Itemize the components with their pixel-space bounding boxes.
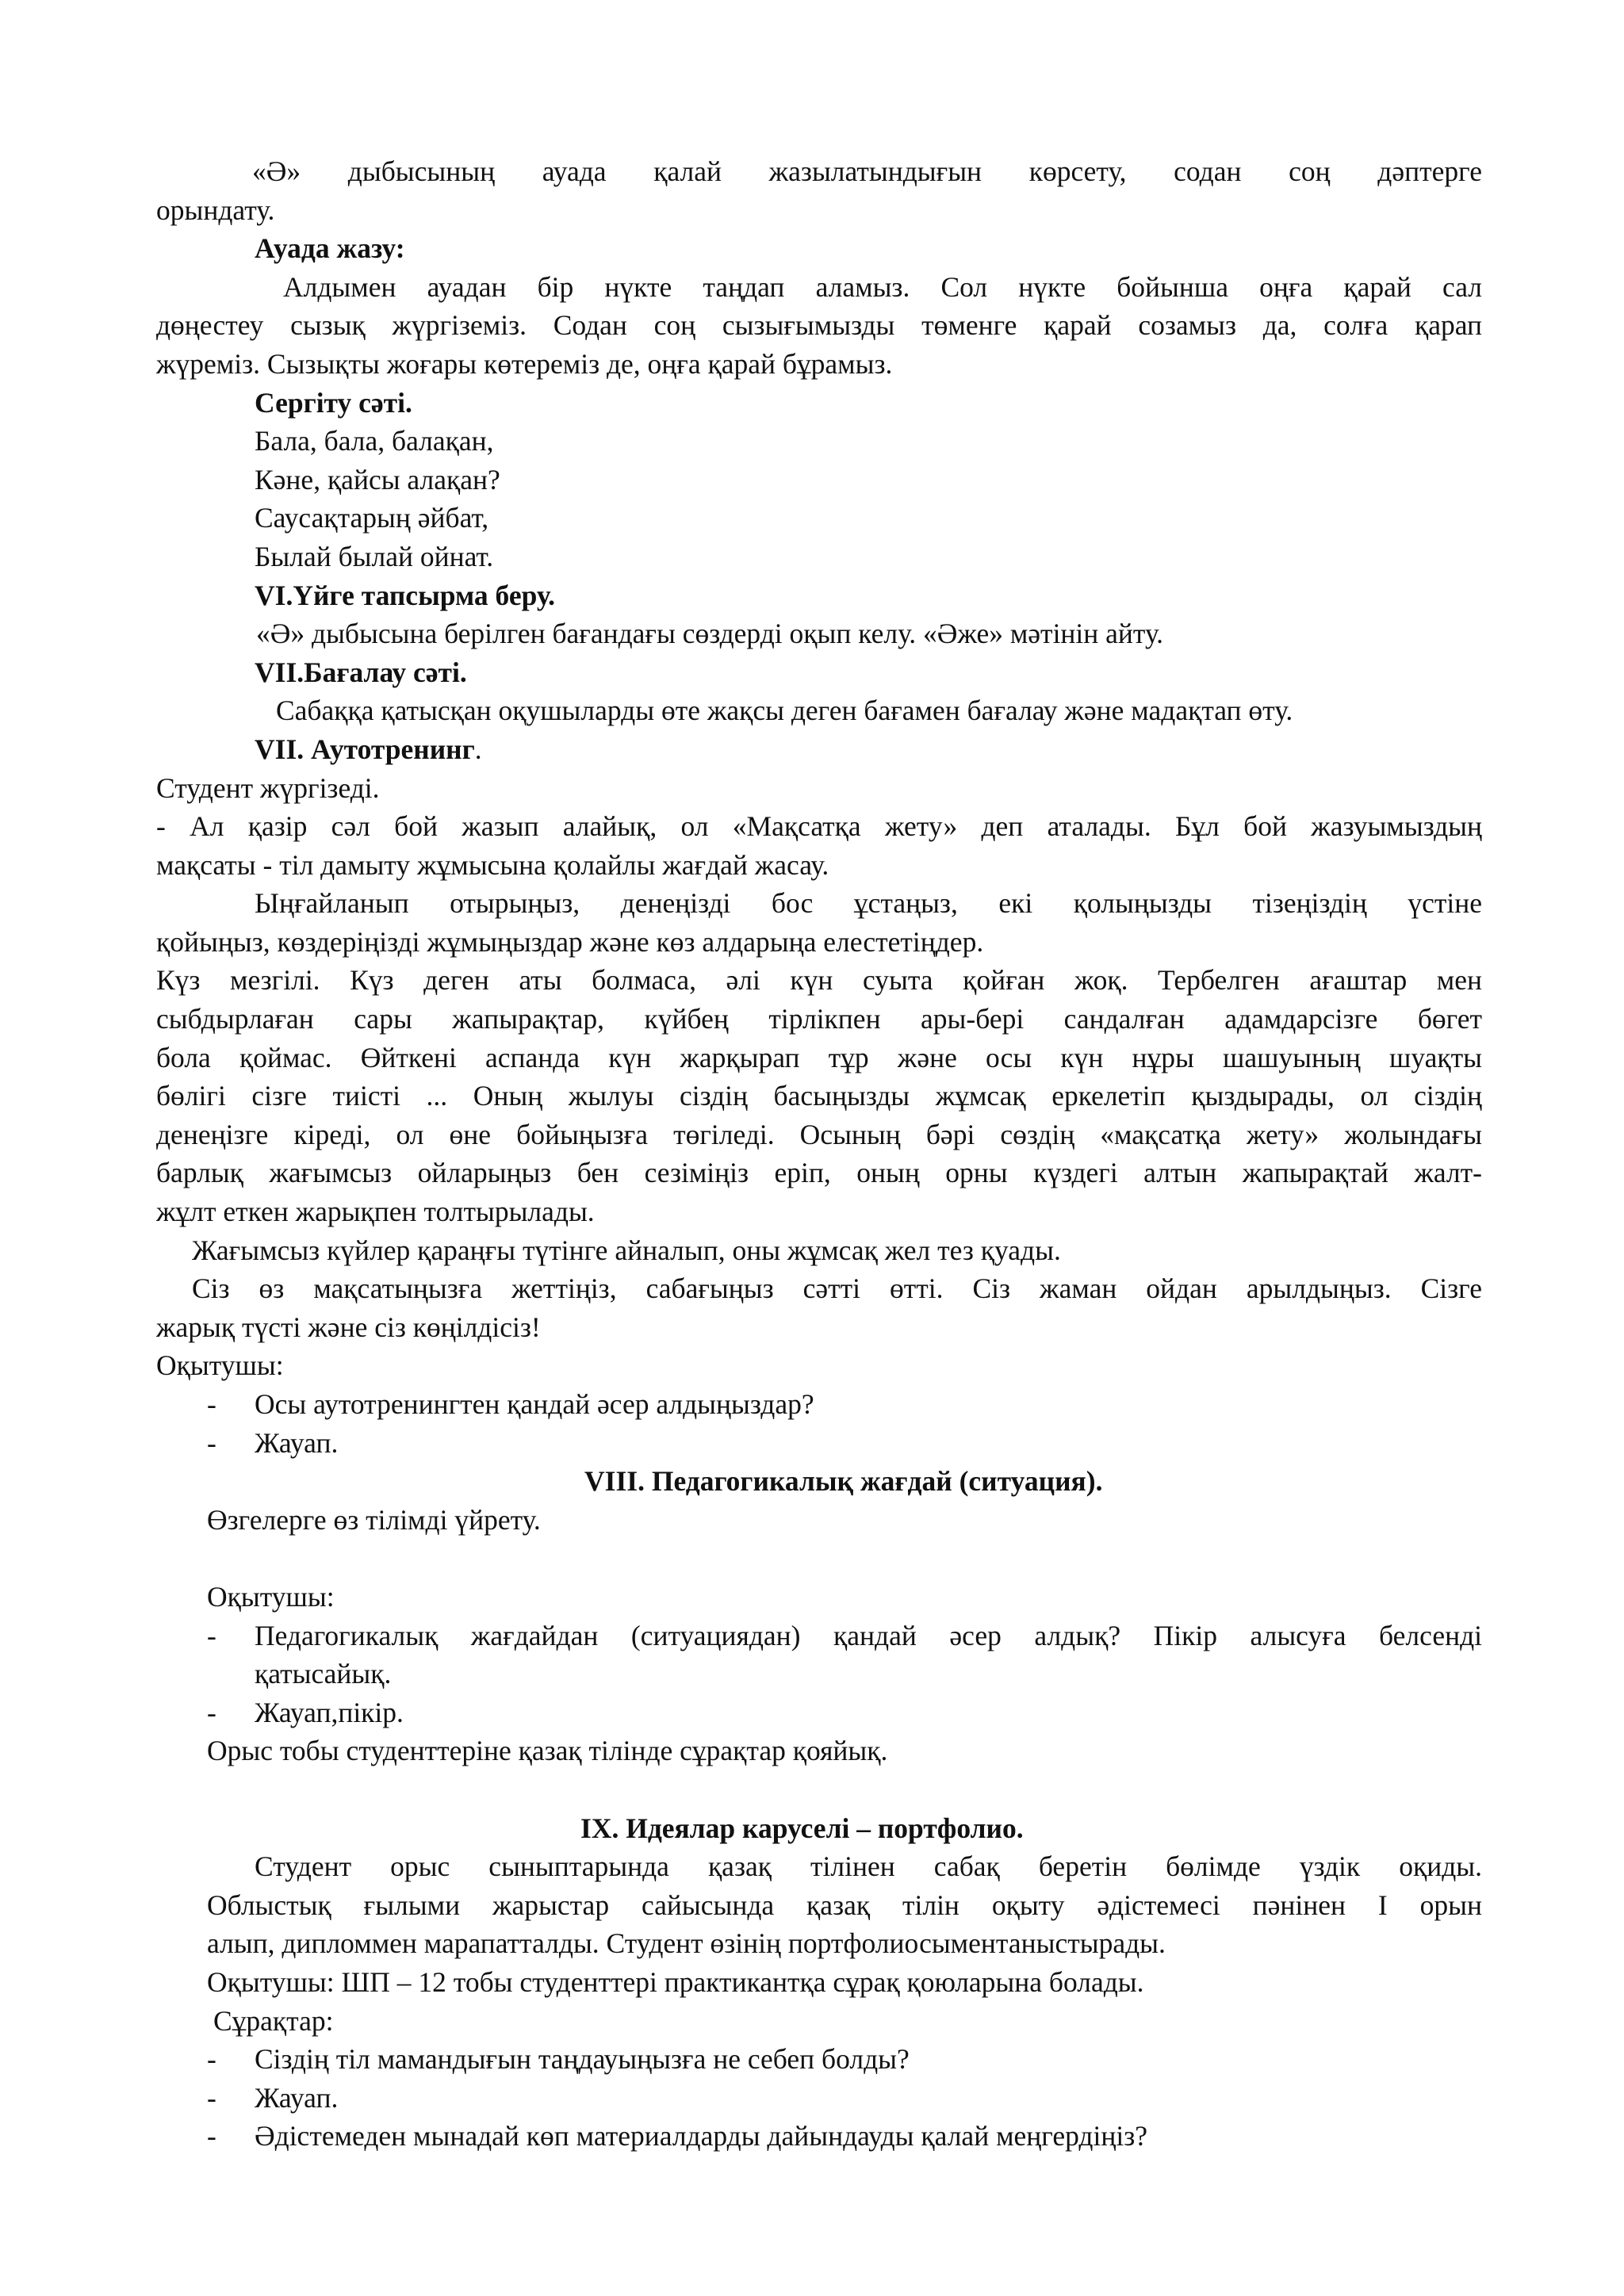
paragraph-line: барлық жағымсыз ойларыңыз бен сезіміңіз еріп, оның орны күздегі алтын жапырақтай жалт- <box>156 1157 1482 1189</box>
list-dash: - <box>207 1619 216 1651</box>
list-item <box>156 1617 1482 1655</box>
paragraph-line: жарық түсті және сіз көңілдісіз! <box>156 1311 541 1343</box>
paragraph-line: қойыңыз, көздеріңізді жұмыңыздар және көз алдарыңа елестетіңдер. <box>156 925 984 958</box>
paragraph-line: Орыс тобы студенттеріне қазақ тілінде сұрақтар қояйық. <box>207 1735 888 1767</box>
speaker-label: Оқытушы: <box>207 1580 335 1613</box>
list-dash: - <box>207 1696 216 1728</box>
blank-line <box>156 1770 1482 1809</box>
paragraph-line: сыбдырлаған сары жапырақтар, күйбең тірлікпен ары-бері сандалған адамдарсізге бөгет <box>156 1003 1482 1035</box>
paragraph-line: «Ә» дыбысының ауада қалай жазылатындығын көрсету, содан соң дәптерге <box>252 155 1482 187</box>
section-heading: VII.Бағалау сәті. <box>255 656 467 688</box>
list-dash: - <box>207 2120 216 2152</box>
paragraph-line: бола қоймас. Өйткені аспанда күн жарқырап тұр және осы күн нұры шашуының шуақты <box>156 1041 1482 1073</box>
poem-line: Бала, бала, балақан, <box>255 425 494 457</box>
list-dash: - <box>207 2081 216 2114</box>
blank-line <box>156 1539 1482 1578</box>
list-item <box>156 1693 1482 1732</box>
section-heading: IX. Идеялар каруселі – портфолио. <box>580 1812 1024 1844</box>
paragraph-line: Алдымен ауадан бір нүкте таңдап аламыз. Сол нүкте бойынша оңға қарай сал <box>283 270 1482 303</box>
paragraph-line: жұлт еткен жарықпен толтырылады. <box>156 1196 595 1228</box>
list-item <box>156 2079 1482 2118</box>
section-heading: VI.Үйге тапсырма беру. <box>255 579 555 611</box>
paragraph-line: Өзгелерге өз тілімді үйрету. <box>207 1503 541 1536</box>
paragraph-line: - Ал қазір сәл бой жазып алайық, ол «Мақсатқа жету» деп аталады. Бұл бой жазуымыздың <box>156 810 1482 843</box>
paragraph-line: Жағымсыз күйлер қараңғы түтінге айналып, оны жұмсақ жел тез қуады. <box>192 1234 1061 1266</box>
list-item <box>156 1424 1482 1463</box>
section-heading: VIII. Педагогикалық жағдай (ситуация). <box>584 1465 1103 1498</box>
list-item-continuation: қатысайық. <box>255 1658 392 1690</box>
paragraph-line: денеңізге кіреді, ол өне бойыңызға төгіледі. Осының бәрі сөздің «мақсатқа жету» жолындағы <box>156 1118 1482 1150</box>
paragraph-line: орындату. <box>156 193 275 226</box>
section-heading: VII. Аутотренинг <box>255 733 475 765</box>
list-item-text: Сіздің тіл мамандығын таңдауыңызға не себеп болды? <box>255 2043 910 2076</box>
paragraph-line: Студент орыс сыныптарында қазақ тілінен сабақ беретін бөлімде үздік оқиды. <box>255 1850 1482 1883</box>
list-item-text: Осы аутотренингтен қандай әсер алдыңыздар? <box>255 1388 814 1420</box>
speaker-label: Оқытушы: <box>156 1349 284 1382</box>
list-dash: - <box>207 2043 216 2076</box>
paragraph-line: Студент жүргізеді. <box>156 771 380 804</box>
list-dash: - <box>207 1426 216 1459</box>
paragraph-line: Облыстық ғылыми жарыстар сайысында қазақ тілін оқыту әдістемесі пәнінен І орын <box>207 1888 1482 1921</box>
list-item <box>156 1385 1482 1424</box>
paragraph-line: бөлігі сізге тиісті ... Оның жылуы сіздің басыңызды жұмсақ еркелетіп қыздырады, ол сіздің <box>156 1080 1482 1112</box>
list-item-text: Әдістемеден мынадай көп материалдарды дайындауды қалай меңгердіңіз? <box>255 2120 1147 2152</box>
list-item-text: Жауап. <box>255 1426 339 1459</box>
speaker-label: Сұрақтар: <box>213 2004 334 2037</box>
document-page <box>156 152 1482 2156</box>
poem-line: Кәне, қайсы алақан? <box>255 463 500 496</box>
heading-period: . <box>474 733 482 765</box>
poem-line: Саусақтарың әйбат, <box>255 502 489 534</box>
list-item <box>156 2117 1482 2156</box>
list-item <box>156 2040 1482 2079</box>
paragraph-line: Сабаққа қатысқан оқушыларды өте жақсы деген бағамен бағалау және мадақтап өту. <box>276 695 1293 727</box>
list-item-text: Педагогикалық жағдайдан (ситуациядан) қандай әсер алдық? Пікір алысуға белсенді <box>255 1619 1482 1651</box>
poem-line: Былай былай ойнат. <box>255 540 494 572</box>
list-item-text: Жауап,пікір. <box>255 1696 404 1728</box>
paragraph-line: Сіз өз мақсатыңызға жеттіңіз, сабағыңыз сәтті өтті. Сіз жаман ойдан арылдыңыз. Сізге <box>192 1272 1482 1305</box>
section-heading: Ауада жазу: <box>255 232 405 265</box>
section-heading-row <box>156 730 1482 769</box>
paragraph-line: Ыңғайланып отырыңыз, денеңізді бос ұстаңыз, екі қолыңызды тізеңіздің үстіне <box>255 887 1482 920</box>
list-item-text: Жауап. <box>255 2081 339 2114</box>
paragraph-line: жүреміз. Сызықты жоғары көтереміз де, оңға қарай бұрамыз. <box>156 347 893 380</box>
paragraph-line: алып, дипломмен марапатталды. Студент өзінің портфолиосыментаныстырады. <box>207 1927 1166 1960</box>
paragraph-line: Оқытушы: ШП – 12 тобы студенттері практикантқа сұрақ қоюларына болады. <box>207 1965 1144 1998</box>
list-dash: - <box>207 1388 216 1420</box>
paragraph-line: Күз мезгілі. Күз деген аты болмаса, әлі күн суыта қойған жоқ. Тербелген ағаштар мен <box>156 964 1482 997</box>
paragraph-line: дөңестеу сызық жүргіземіз. Содан соң сызығымызды төменге қарай созамыз да, солға қарап <box>156 309 1482 342</box>
section-heading: Сергіту сәті. <box>255 386 412 419</box>
paragraph-line: «Ә» дыбысына берілген бағандағы сөздерді оқып келу. «Әже» мәтінін айту. <box>256 618 1164 650</box>
paragraph-line: мақсаты - тіл дамыту жұмысына қолайлы жағдай жасау. <box>156 848 829 881</box>
